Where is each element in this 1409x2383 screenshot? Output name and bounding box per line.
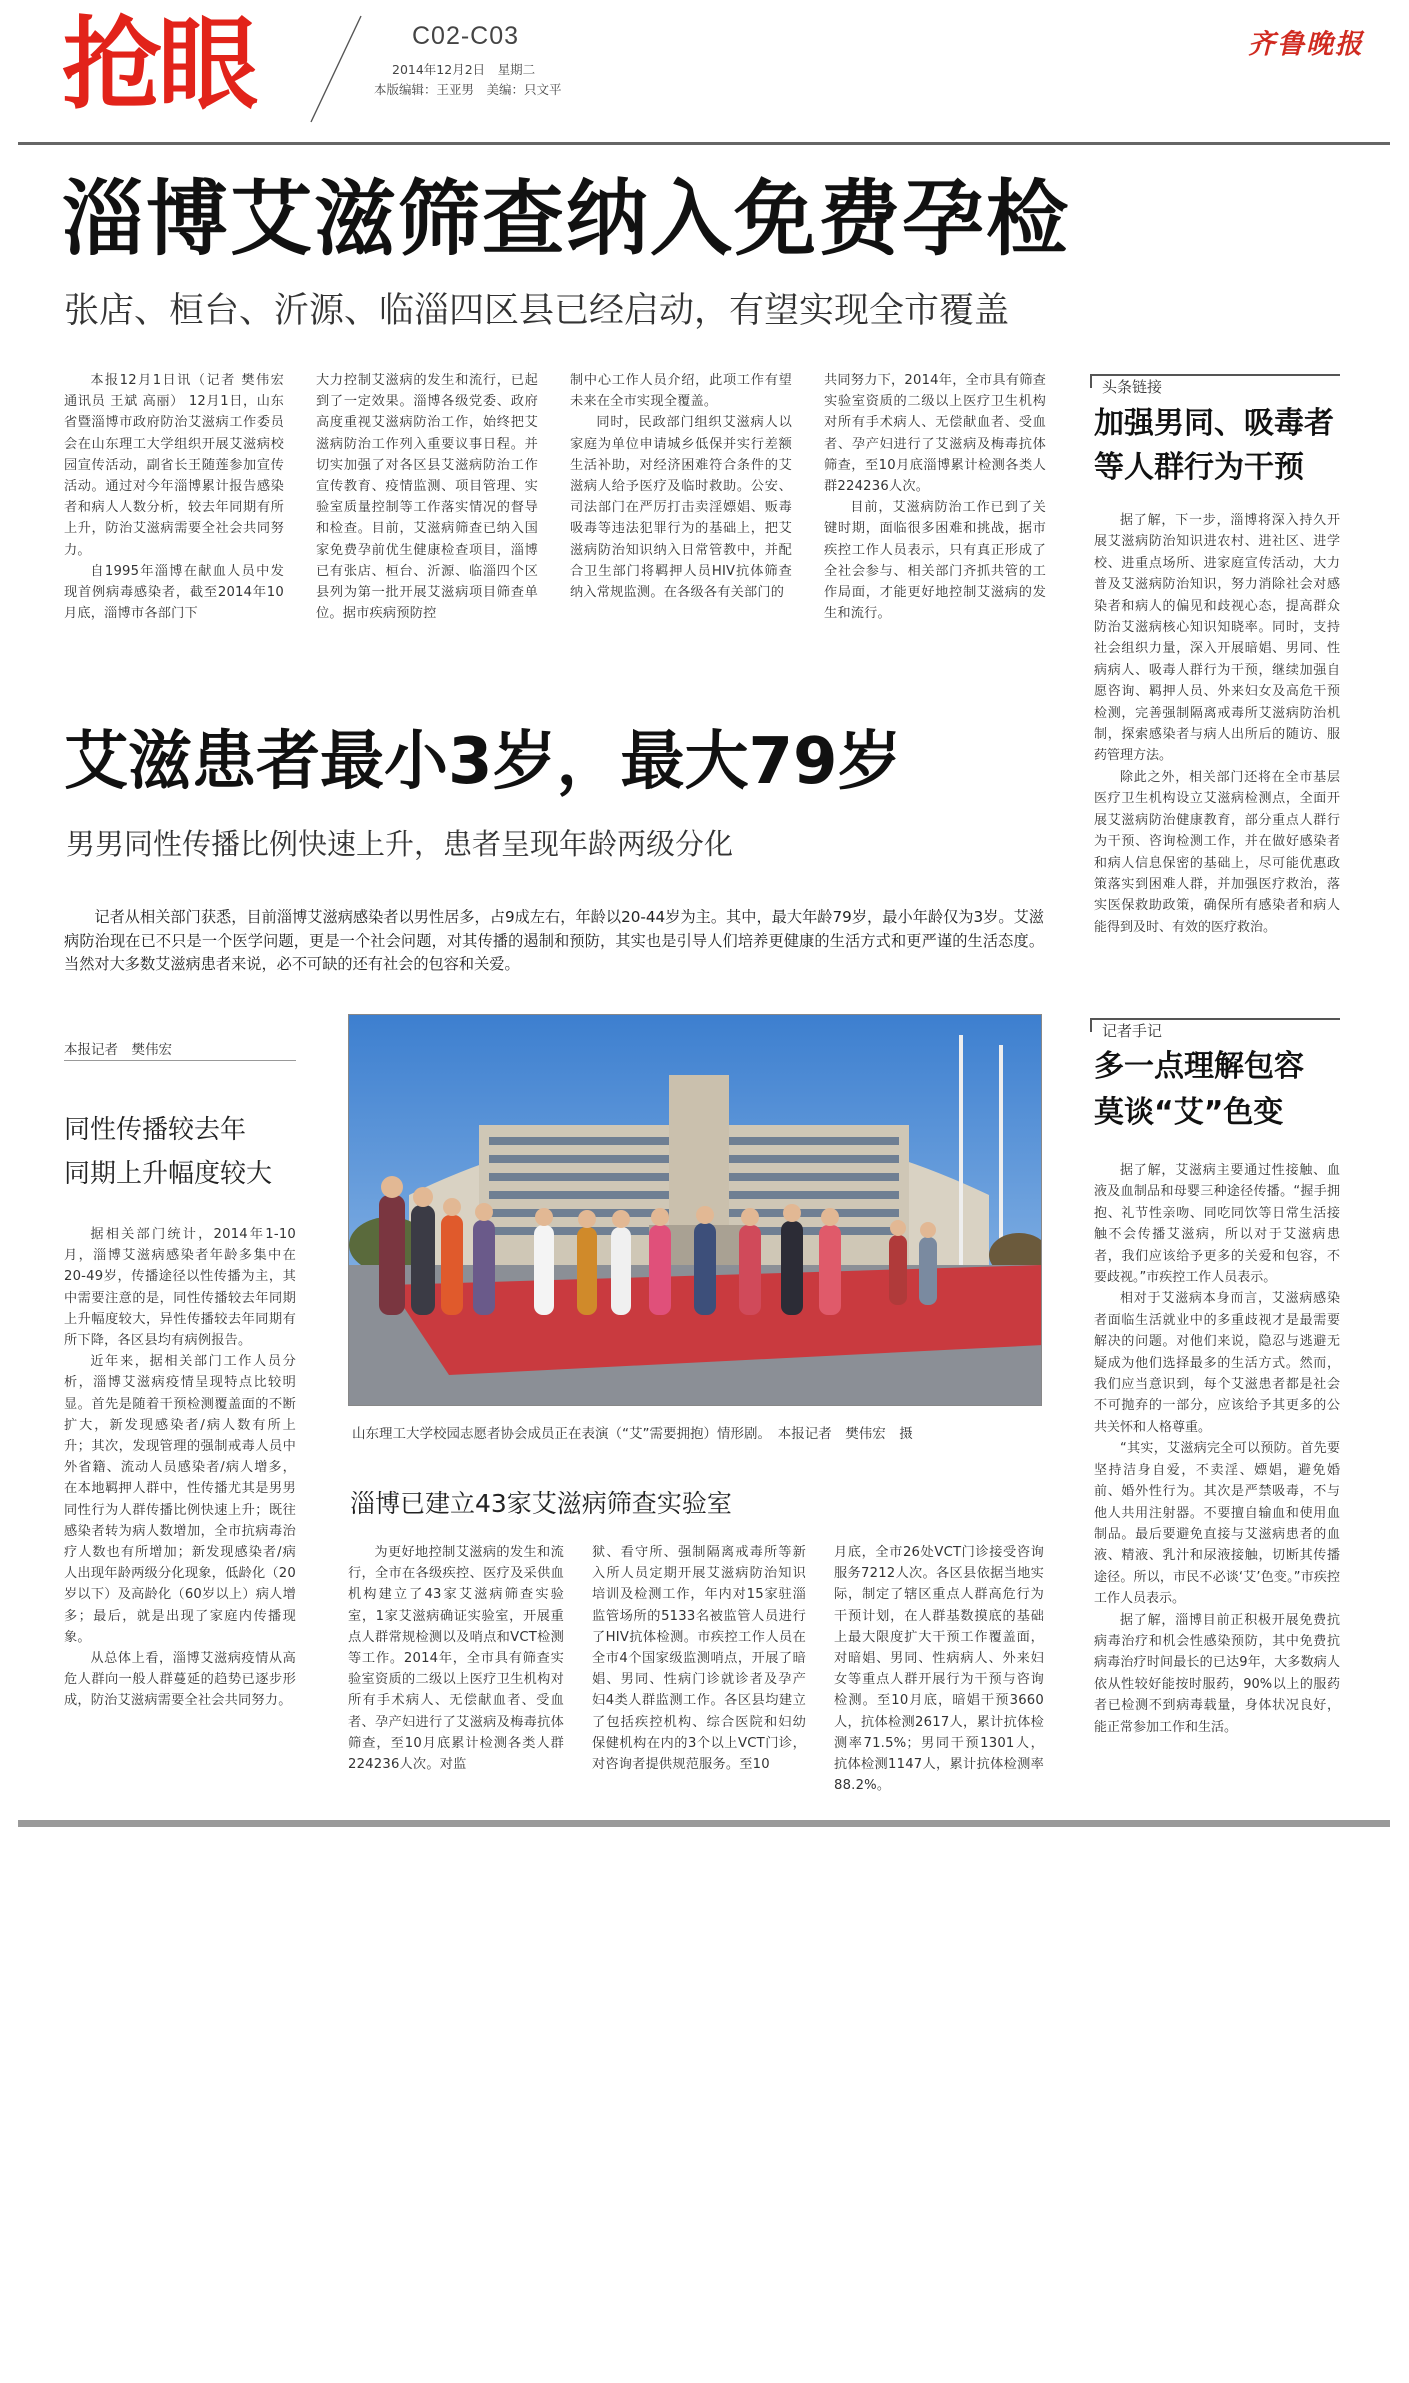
top-story-paragraph: 同时，民政部门组织艾滋病人以家庭为单位申请城乡低保并实行差额生活补助，对经济困难符合条件的艾滋病人给予医疗及临时救助。公安、司法部门在严厉打击卖淫嫖娼、贩毒吸毒等违法犯罪行为的基础上，把艾滋病防治知识纳入日常管教中，并配合卫生部门将羁押人员HIV抗体筛查纳入常规监测。在各级各有关部门的 — [570, 415, 792, 601]
sidebar-2-title — [1094, 1044, 1374, 1136]
news-photo — [348, 1014, 1042, 1406]
story-2-byline: 本报记者 樊伟宏 — [64, 1042, 172, 1058]
sidebar-2-paragraph: 据了解，艾滋病主要通过性接触、血液及血制品和母婴三种途径传播。“握手拥抱、礼节性亲吻、同吃同饮等日常生活接触不会传播艾滋病，所以对于艾滋病患者，我们应该给予更多的关爱和包容，不要歧视。”市疾控工作人员表示。 — [1094, 1163, 1340, 1286]
date-line: 2014年12月2日 星期二 — [392, 62, 536, 77]
top-story-paragraph: 本报12月1日讯（记者 樊伟宏 通讯员 王斌 高丽） 12月1日，山东省暨淄博市政府防治艾滋病工作委员会在山东理工大学组织开展艾滋病校园宣传活动，副省长王随莲参加宣传活动。通过对今年淄博累计报告感染者和病人人数分析，较去年同期有所上升，防治艾滋病需要全社会共同努力。 — [64, 373, 284, 558]
story-2-subheading-line: 同性传播较去年 — [64, 1115, 247, 1145]
sidebar-1-paragraph: 除此之外，相关部门还将在全市基层医疗卫生机构设立艾滋病检测点，全面开展艾滋病防治健康教育，部分重点人群行为干预、咨询检测工作，并在做好感染者和病人信息保密的基础上，尽可能优惠政策落实到困难人群，并加强医疗救治，落实医保救助政策，确保所有感染者和病人能得到及时、有效的医疗救治。 — [1094, 769, 1340, 935]
masthead-rule — [18, 142, 1390, 145]
story-2-lead: 记者从相关部门获悉，目前淄博艾滋病感染者以男性居多，占9成左右，年龄以20-44岁为主。其中，最大年龄79岁，最小年龄仅为3岁。艾滋病防治现在已不只是一个医学问题，更是一个社会问题，对其传播的遏制和预防，其实也是引导人们培养更健康的生活方式和更严谨的生活态度。当然对大多数艾滋病患者来说，必不可缺的还有社会的包容和关爱。 — [64, 908, 1044, 973]
sidebar-1-body — [1094, 510, 1340, 938]
top-story-col-4 — [824, 370, 1046, 624]
story-2-paragraph: 狱、看守所、强制隔离戒毒所等新入所人员定期开展艾滋病防治知识培训及检测工作，年内对15家驻淄监管场所的5133名被监管人员进行了HIV抗体检测。市疾控工作人员在全市4个国家级监测哨点，开展了暗娼、男同、性病门诊就诊者及孕产妇4类人群监测工作。各区县均建立了包括疾控机构、综合医院和妇幼保健机构在内的3个以上VCT门诊，对咨询者提供规范服务。至10 — [592, 1545, 806, 1773]
story-2-bottom-col-1 — [348, 1542, 564, 1775]
story-2-paragraph: 为更好地控制艾滋病的发生和流行，全市在各级疾控、医疗及采供血机构建立了43家艾滋病筛查实验室，1家艾滋病确证实验室，开展重点人群常规检测以及哨点和VCT检测等工作。2014年，全市具有筛查实验室资质的二级以上医疗卫生机构对所有手术病人、无偿献血者、受血者、孕产妇进行了艾滋病及梅毒抗体筛查，至10月底累计检测各类人群224236人次。对监 — [348, 1545, 564, 1773]
footer-rule — [18, 1820, 1390, 1827]
sidebar-2-tag: 记者手记 — [1096, 1020, 1168, 1041]
paper-name-logo: 齐鲁晚报 — [1248, 29, 1364, 60]
top-story-col-2 — [316, 370, 538, 624]
section-title-text: 抢眼 — [62, 6, 254, 123]
story-2-paragraph: 月底，全市26处VCT门诊接受咨询服务7212人次。各区县依据当地实际，制定了辖区重点人群高危行为干预计划，在人群基数摸底的基础上最大限度扩大干预工作覆盖面，对暗娼、男同、性病病人、外来妇女等重点人群开展行为干预与咨询检测。至10月底，暗娼干预3660人，抗体检测2617人，累计抗体检测率71.5%；男同干预1301人，抗体检测1147人，累计抗体检测率88.2%。 — [834, 1545, 1044, 1794]
top-story-paragraph: 目前，艾滋病防治工作已到了关键时期，面临很多困难和挑战，据市疾控工作人员表示，只有真正形成了全社会参与、相关部门齐抓共管的工作局面，才能更好地控制艾滋病的发生和流行。 — [824, 500, 1046, 622]
masthead-slash — [305, 14, 367, 124]
story-2-subheading-line: 同期上升幅度较大 — [64, 1159, 273, 1189]
section-title — [58, 6, 328, 123]
story-2-paragraph: 据相关部门统计，2014年1-10月，淄博艾滋病感染者年龄多集中在20-49岁，传播途径以性传播为主，其中需要注意的是，同性传播较去年同期上升幅度较大，异性传播较去年同期有所下降，各区县均有病例报告。 — [64, 1227, 296, 1349]
news-photo-illustration — [349, 1015, 1042, 1406]
top-story-col-1 — [64, 370, 284, 624]
sidebar-2-title-line: 多一点理解包容 — [1094, 1049, 1304, 1084]
sidebar-1-tag: 头条链接 — [1096, 376, 1168, 397]
sidebar-1-title-line: 加强男同、吸毒者 — [1094, 406, 1334, 441]
sidebar-2-body — [1094, 1160, 1340, 1738]
page-range: C02-C03 — [412, 22, 520, 50]
top-story-paragraph: 共同努力下，2014年，全市具有筛查实验室资质的二级以上医疗卫生机构对所有手术病人、无偿献血者、受血者、孕产妇进行了艾滋病及梅毒抗体筛查，至10月底淄博累计检测各类人群224236人次。 — [824, 373, 1046, 495]
sidebar-1-paragraph: 据了解，下一步，淄博将深入持久开展艾滋病防治知识进农村、进社区、进学校、进重点场所、进家庭宣传活动，大力普及艾滋病防治知识，努力消除社会对感染者和病人的偏见和歧视心态，提高群众防治艾滋病核心知识知晓率。同时，支持社会组织力量，深入开展暗娼、男同、性病病人、吸毒人群行为干预，继续加强自愿咨询、羁押人员、外来妇女及高危干预检测，完善强制隔离戒毒所艾滋病防治机制，探索感染者与病人出所后的随访、服药管理方法。 — [1094, 513, 1340, 764]
sidebar-2-title-line: 莫谈“艾”色变 — [1094, 1095, 1284, 1130]
story-2-left-col — [64, 1224, 296, 1712]
story-2-paragraph: 从总体上看，淄博艾滋病疫情从高危人群向一般人群蔓延的趋势已逐步形成，防治艾滋病需要全社会共同努力。 — [64, 1651, 296, 1709]
story-2-subheading — [64, 1108, 304, 1196]
page-headline: 淄博艾滋筛查纳入免费孕检 — [62, 172, 1071, 267]
story-2-subheading-2: 淄博已建立43家艾滋病筛查实验室 — [350, 1489, 732, 1518]
top-story-col-3 — [570, 370, 792, 603]
top-story-paragraph: 自1995年淄博在献血人员中发现首例病毒感染者，截至2014年10月底，淄博市各部门下 — [64, 563, 284, 622]
top-story-paragraph: 大力控制艾滋病的发生和流行，已起到了一定效果。淄博各级党委、政府高度重视艾滋病防治工作，始终把艾滋病防治工作列入重要议事日程。并切实加强了对各区县艾滋病防治工作宣传教育、疫情监测、项目管理、实验室质量控制等工作落实情况的督导和检查。目前，艾滋病筛查已纳入国家免费孕前优生健康检查项目，淄博已有张店、桓台、沂源、临淄四个区县列为第一批开展艾滋病项目筛查单位。据市疾病预防控 — [316, 373, 538, 622]
sidebar-1-title-line: 等人群行为干预 — [1094, 450, 1304, 485]
story-2-bottom-col-2 — [592, 1542, 806, 1775]
story-2-subtitle: 男男同性传播比例快速上升，患者呈现年龄两级分化 — [66, 827, 734, 861]
story-2-bottom-col-3 — [834, 1542, 1044, 1796]
byline-rule — [64, 1060, 296, 1061]
editor-line: 本版编辑：王亚男 美编：只文平 — [374, 82, 562, 97]
photo-caption: 山东理工大学校园志愿者协会成员正在表演（“艾”需要拥抱）情形剧。 本报记者 樊伟宏 摄 — [352, 1426, 913, 1442]
top-story-paragraph: 制中心工作人员介绍，此项工作有望未来在全市实现全覆盖。 — [570, 373, 792, 410]
sidebar-1-title — [1094, 402, 1374, 490]
story-2-paragraph: 近年来，据相关部门工作人员分析，淄博艾滋病疫情呈现特点比较明显。首先是随着干预检测覆盖面的不断扩大，新发现感染者/病人数有所上升；其次，发现管理的强制戒毒人员中外省籍、流动人员感染者/病人增多，在本地羁押人群中，性传播尤其是男男同性行为人群传播比例快速上升；既往感染者转为病人数增加，全市抗病毒治疗人数也有所增加；新发现感染者/病人出现年龄两级分化现象，低龄化（20岁以下）及高龄化（60岁以上）病人增多；最后，就是出现了家庭内传播现象。 — [64, 1354, 296, 1645]
sidebar-2-paragraph: “其实，艾滋病完全可以预防。首先要坚持洁身自爱，不卖淫、嫖娼，避免婚前、婚外性行为。其次是严禁吸毒，不与他人共用注射器。不要擅自输血和使用血制品。最后要避免直接与艾滋病患者的血液、精液、乳汁和尿液接触，切断其传播途径。所以，市民不必谈‘艾’色变。”市疾控工作人员表示。 — [1094, 1441, 1340, 1607]
sidebar-2-paragraph: 据了解，淄博目前正积极开展免费抗病毒治疗和机会性感染预防，其中免费抗病毒治疗时间最长的已达9年，大多数病人依从性较好能按时服药，90%以上的服药者已检测不到病毒载量，身体状况良好，能正常参加工作和生活。 — [1094, 1612, 1340, 1735]
sidebar-2-paragraph: 相对于艾滋病本身而言，艾滋病感染者面临生活就业中的多重歧视才是最需要解决的问题。对他们来说，隐忍与逃避无疑成为他们选择最多的生活方式。然而，我们应当意识到，每个艾滋患者都是社会不可抛弃的一部分，应该给予其更多的公共关怀和人格尊重。 — [1094, 1291, 1340, 1435]
story-2-title: 艾滋患者最小3岁，最大79岁 — [64, 725, 902, 799]
page-subheadline: 张店、桓台、沂源、临淄四区县已经启动，有望实现全市覆盖 — [64, 291, 1010, 331]
